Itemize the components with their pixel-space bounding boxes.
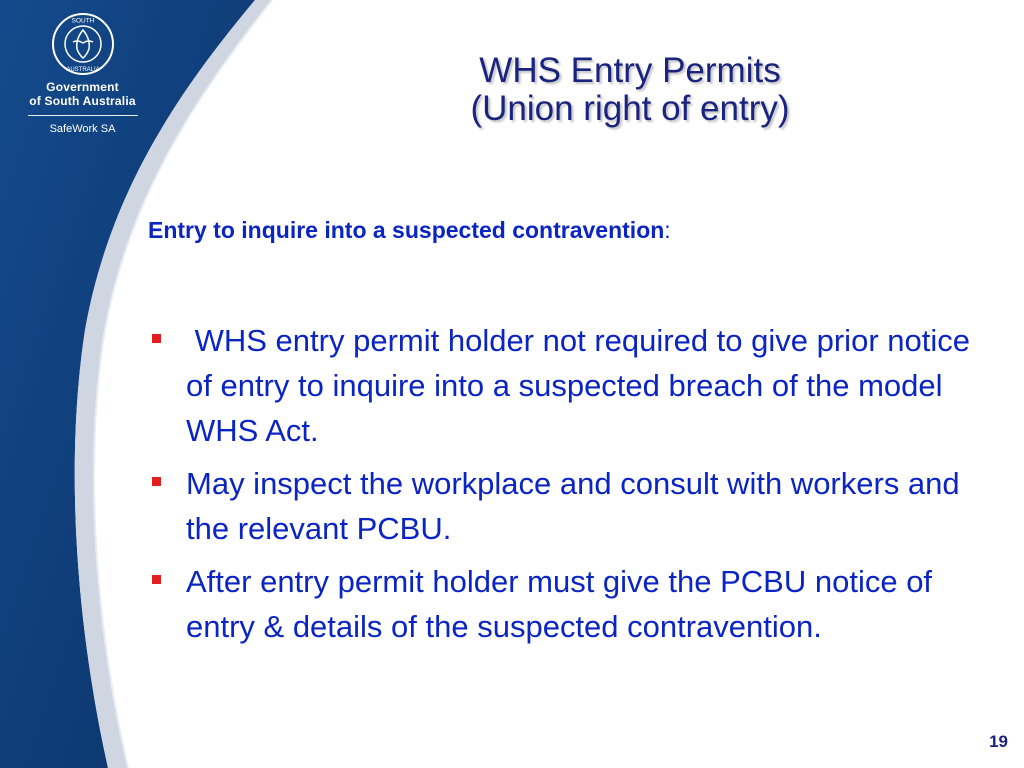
government-line-1: Government [46,80,119,94]
government-line-2: of South Australia [29,94,136,108]
slide-title [330,52,930,128]
red-square-bullet-icon [152,477,161,486]
bullet-list [148,318,998,657]
bullet-item [148,559,998,649]
bullet-item [148,461,998,551]
bullet-text: May inspect the workplace and consult with workers and the relevant PCBU. [186,466,960,546]
bullet-item [148,318,998,453]
logo-divider [28,115,138,116]
bullet-text: WHS entry permit holder not required to give prior notice of entry to inquire into a suspected breach of the model WHS Act. [186,323,970,448]
bullet-text: After entry permit holder must give the PCBU notice of entry & details of the suspected contravention. [186,564,933,644]
government-logo [20,12,145,136]
subheading-colon: : [664,217,671,243]
slide-title-line-2: (Union right of entry) [470,89,790,128]
red-square-bullet-icon [152,334,161,343]
subheading-text: Entry to inquire into a suspected contravention [148,217,665,243]
slide-title-line-1: WHS Entry Permits [479,51,781,90]
bullet-leading-space [186,323,195,358]
slide-page-number: 19 [989,732,1008,751]
slide-subheading [148,215,671,245]
red-square-bullet-icon [152,575,161,584]
seal-text-bottom: AUSTRALIA [65,67,100,73]
piping-shrike-seal-icon [51,12,115,76]
government-name [20,80,145,108]
seal-text-top: SOUTH [71,17,94,25]
agency-name: SafeWork SA [49,123,116,135]
